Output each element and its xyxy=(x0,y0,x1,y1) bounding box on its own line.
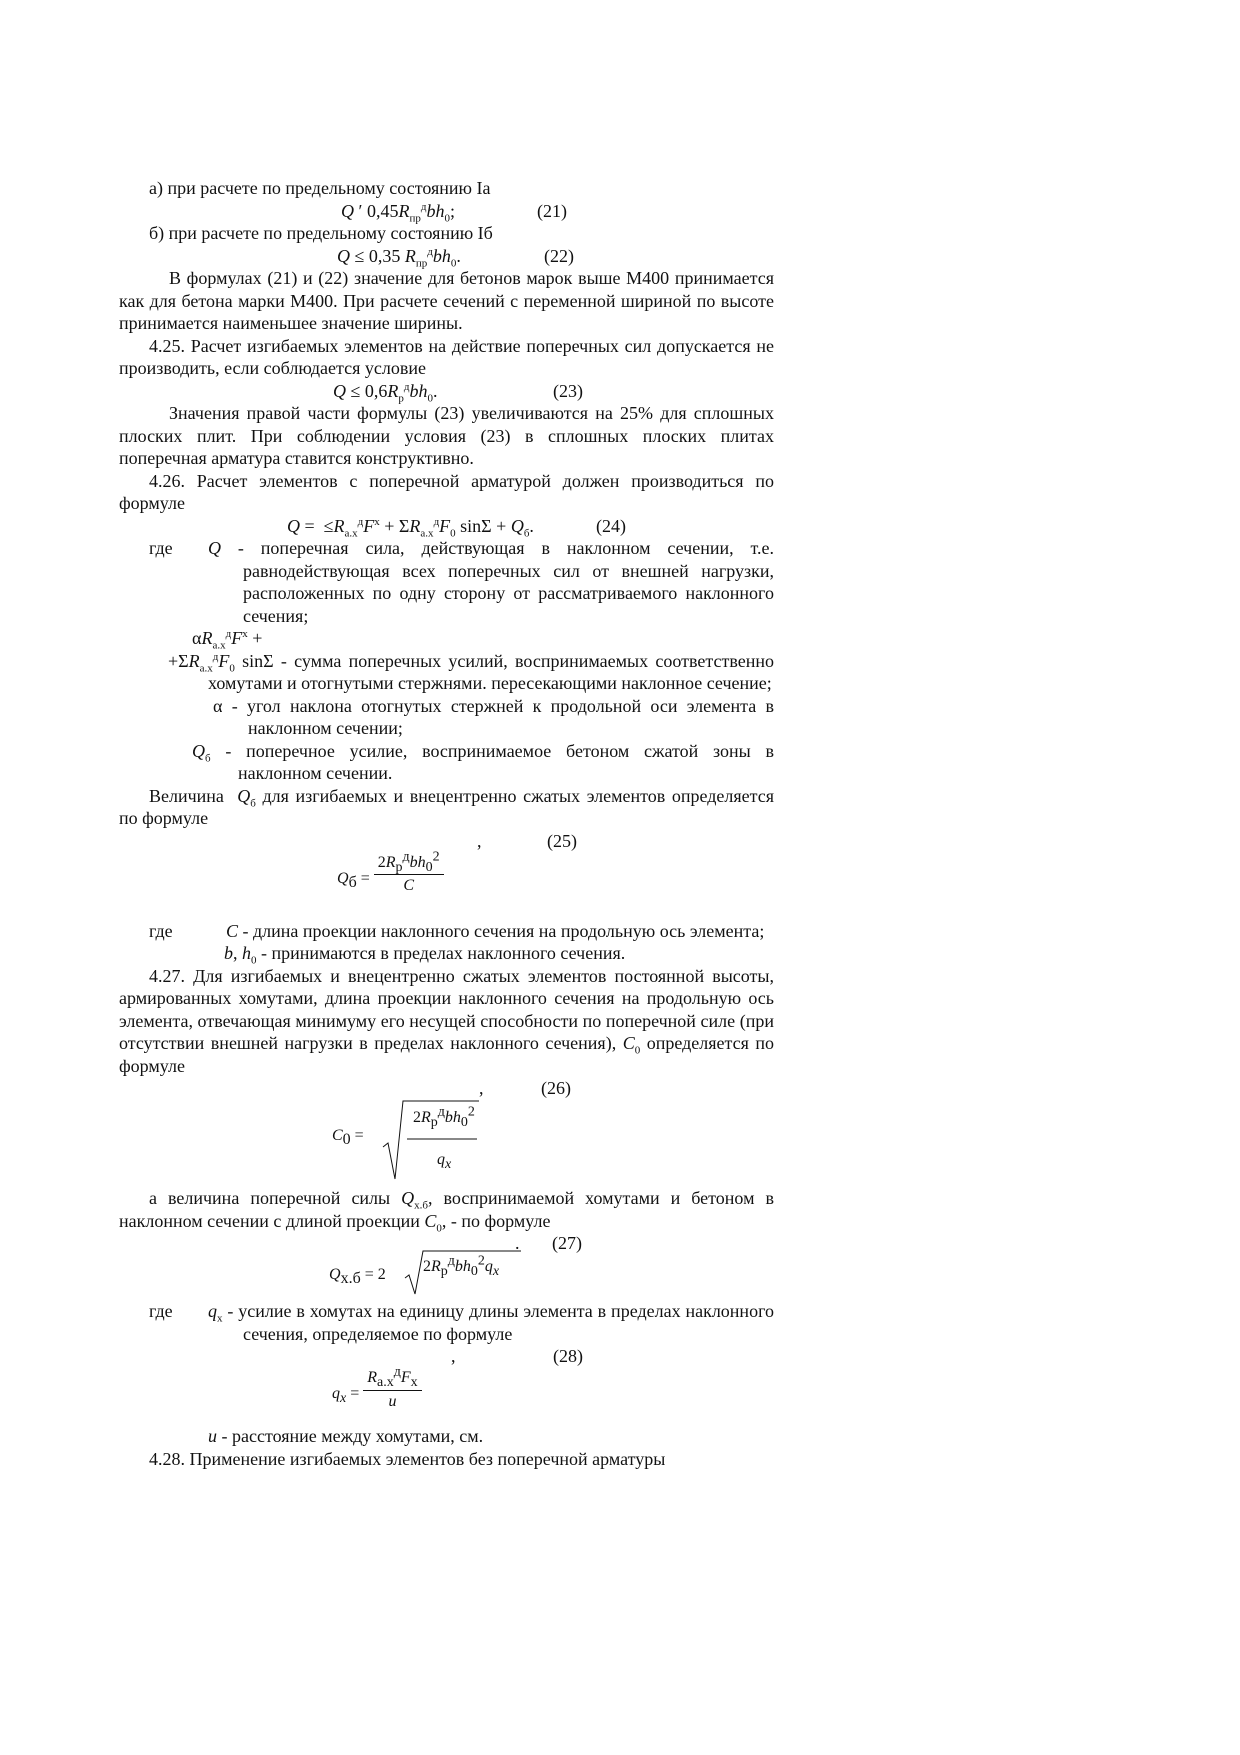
paragraph-4-28: 4.28. Применение изгибаемых элементов без поперечной арматуры xyxy=(149,1448,666,1469)
text: , - по формуле xyxy=(441,1210,551,1231)
paragraph: Величина $Q_б$ для изгибаемых и внецентренно сжатых элементов определяется по формуле xyxy=(119,785,774,828)
where-label: где xyxy=(149,538,173,558)
equation-number: (24) xyxy=(596,515,626,536)
formula-24: $Q = \le R_{а.х}^дF^х + \Sigma R_{а.х}^дF_0$ $\sin\Sigma + Q_б$. (24) xyxy=(287,515,626,540)
text: а величина поперечной силы xyxy=(149,1188,391,1208)
formula-23: $Q \le 0,6R_р^дbh_0$. (23) xyxy=(333,380,583,405)
definition-text: - расстояние между хомутами, см. xyxy=(221,1426,484,1446)
paragraph-4-25: 4.25. Расчет изгибаемых элементов на действие поперечных сил допускается не производить, если соблюдается условие xyxy=(119,335,774,378)
definition-text: - угол наклона отогнутых стержней к продольной оси элемента в наклонном сечении; xyxy=(231,695,774,738)
equation-number: (25) xyxy=(547,830,577,851)
definition-u: u - расстояние между хомутами, см. xyxy=(208,1426,484,1446)
where-label: где xyxy=(149,920,173,941)
definition-text: - длина проекции наклонного сечения на продольную ось элемента; xyxy=(242,920,765,941)
where-label: где xyxy=(149,1301,173,1321)
definition-text: - поперечное усилие, воспринимаемое бетоном сжатой зоны в наклонном сечении. xyxy=(225,740,774,783)
paragraph-4-27: 4.27. Для изгибаемых и внецентренно сжатых элементов постоянной высоты, армированных хомутами, длина проекции наклонного сечения на продольную ось элемента, отвечающая минимуму его несущей способности по поперечной силе (при отсутствии внешней нагрузки в пределах наклонного сечения), $C_0$ определяется по формуле xyxy=(119,965,775,1076)
definition-Q: где Q - поперечная сила, действующая в наклонном сечении, т.е. равнодействующая всех поперечных сил от внешней нагрузки, расположенных по одну сторону от рассматриваемого наклонного сечения; xyxy=(119,537,774,627)
formula-21: Q ′ $0,45R_{пр}^дbh_0$; (21) xyxy=(341,200,567,225)
formula-28: , (28) $q_x$ = $\frac{R_{а.х}^дF_х}{u}$ xyxy=(332,1346,583,1410)
definition-qx: где $q_х$ - усилие в хомутах на единицу длины элемента в пределах наклонного сечения, определяемое по формуле xyxy=(119,1300,774,1345)
paragraph-4-26: 4.26. Расчет элементов с поперечной арматурой должен производиться по формуле xyxy=(119,470,774,513)
text-line-a: а) при расчете по предельному состоянию Iа xyxy=(149,178,491,198)
text: , воспринимаемой хомутами и бетоном в наклонном сечении с длиной проекции xyxy=(119,1188,774,1231)
formula-22: Q ≤ 0,35 $R_{пр}^дbh_0$. (22) xyxy=(337,245,574,270)
paragraph: В формулах (21) и (22) значение для бетонов марок выше М400 принимается как для бетона марки М400. При расчете сечений с переменной шириной по высоте принимается наименьшее значение ширины. xyxy=(119,268,774,333)
equation-number: (23) xyxy=(553,380,583,401)
equation-number: (26) xyxy=(541,1078,571,1098)
text: для изгибаемых и внецентренно сжатых элементов определяется по формуле xyxy=(119,785,774,828)
text: 4.27. Для изгибаемых и внецентренно сжатых элементов постоянной высоты, армированных хомутами, длина проекции наклонного сечения на продольную ось элемента, отвечающая минимуму его несущей способности по поперечной силе (при отсутствии внешней нагрузки в пределах наклонного сечения), xyxy=(119,965,774,1053)
definition-text: - усилие в хомутах на единицу длины элемента в пределах наклонного сечения, определяемое по формуле xyxy=(227,1301,775,1344)
definition-sum-term: $\alpha R_{а.х}^дF^х$ + xyxy=(192,628,263,652)
definition-bh: b, $h_0$ - принимаются в пределах наклонного сечения. xyxy=(224,943,626,967)
equation-number: (27) xyxy=(552,1233,582,1253)
definition-C: где C - длина проекции наклонного сечения на продольную ось элемента; xyxy=(119,920,774,943)
definition-text: - принимаются в пределах наклонного сечения. xyxy=(261,943,626,963)
equation-number: (22) xyxy=(544,245,574,266)
formula-25: , (25) $Q_б$ = $\frac{2R_р^дbh_0^2}{C}$ xyxy=(337,830,577,894)
definition-sum: $+\Sigma R_{а.х}^дF_0$ sinΣ - сумма поперечных усилий, воспринимаемых соответственно хомутами и отогнутыми стержнями. пересекающими наклонное сечение; xyxy=(168,650,774,693)
paragraph: а величина поперечной силы $Q_{х.б}$, воспринимаемой хомутами и бетоном в наклонном сечении с длиной проекции $C_0$, - по формуле xyxy=(119,1188,774,1235)
paragraph: Значения правой части формулы (23) увеличиваются на 25% для сплошных плоских плит. При соблюдении условия (23) в сплошных плоских плитах поперечная арматура ставится конструктивно. xyxy=(119,403,774,468)
definition-Qb: $Q_б$ - поперечное усилие, воспринимаемое бетоном сжатой зоны в наклонном сечении. xyxy=(192,740,774,783)
definition-text: - сумма поперечных усилий, воспринимаемых соответственно хомутами и отогнутыми стержнями. пересекающими наклонное сечение; xyxy=(208,650,774,693)
formula-27: . (27) $Q_{х.б} = 2$ $2R_р^дbh_0^2q_x$ xyxy=(119,1232,774,1300)
text-line-b: б) при расчете по предельному состоянию Iб xyxy=(149,223,493,243)
equation-number: (28) xyxy=(553,1346,583,1366)
text: определяется по формуле xyxy=(119,1033,775,1076)
document-page xyxy=(119,177,774,1470)
formula-26: , (26) $C_0$ = $2R_р^дbh_0^2$ $q_x$ xyxy=(119,1077,774,1187)
text: Величина xyxy=(149,785,224,806)
equation-number: (21) xyxy=(537,200,567,221)
definition-alpha: α - угол наклона отогнутых стержней к продольной оси элемента в наклонном сечении; xyxy=(213,695,774,738)
definition-text: - поперечная сила, действующая в наклонном сечении, т.е. равнодействующая всех поперечных сил от внешней нагрузки, расположенных по одну сторону от рассматриваемого наклонного сечения; xyxy=(237,538,774,626)
